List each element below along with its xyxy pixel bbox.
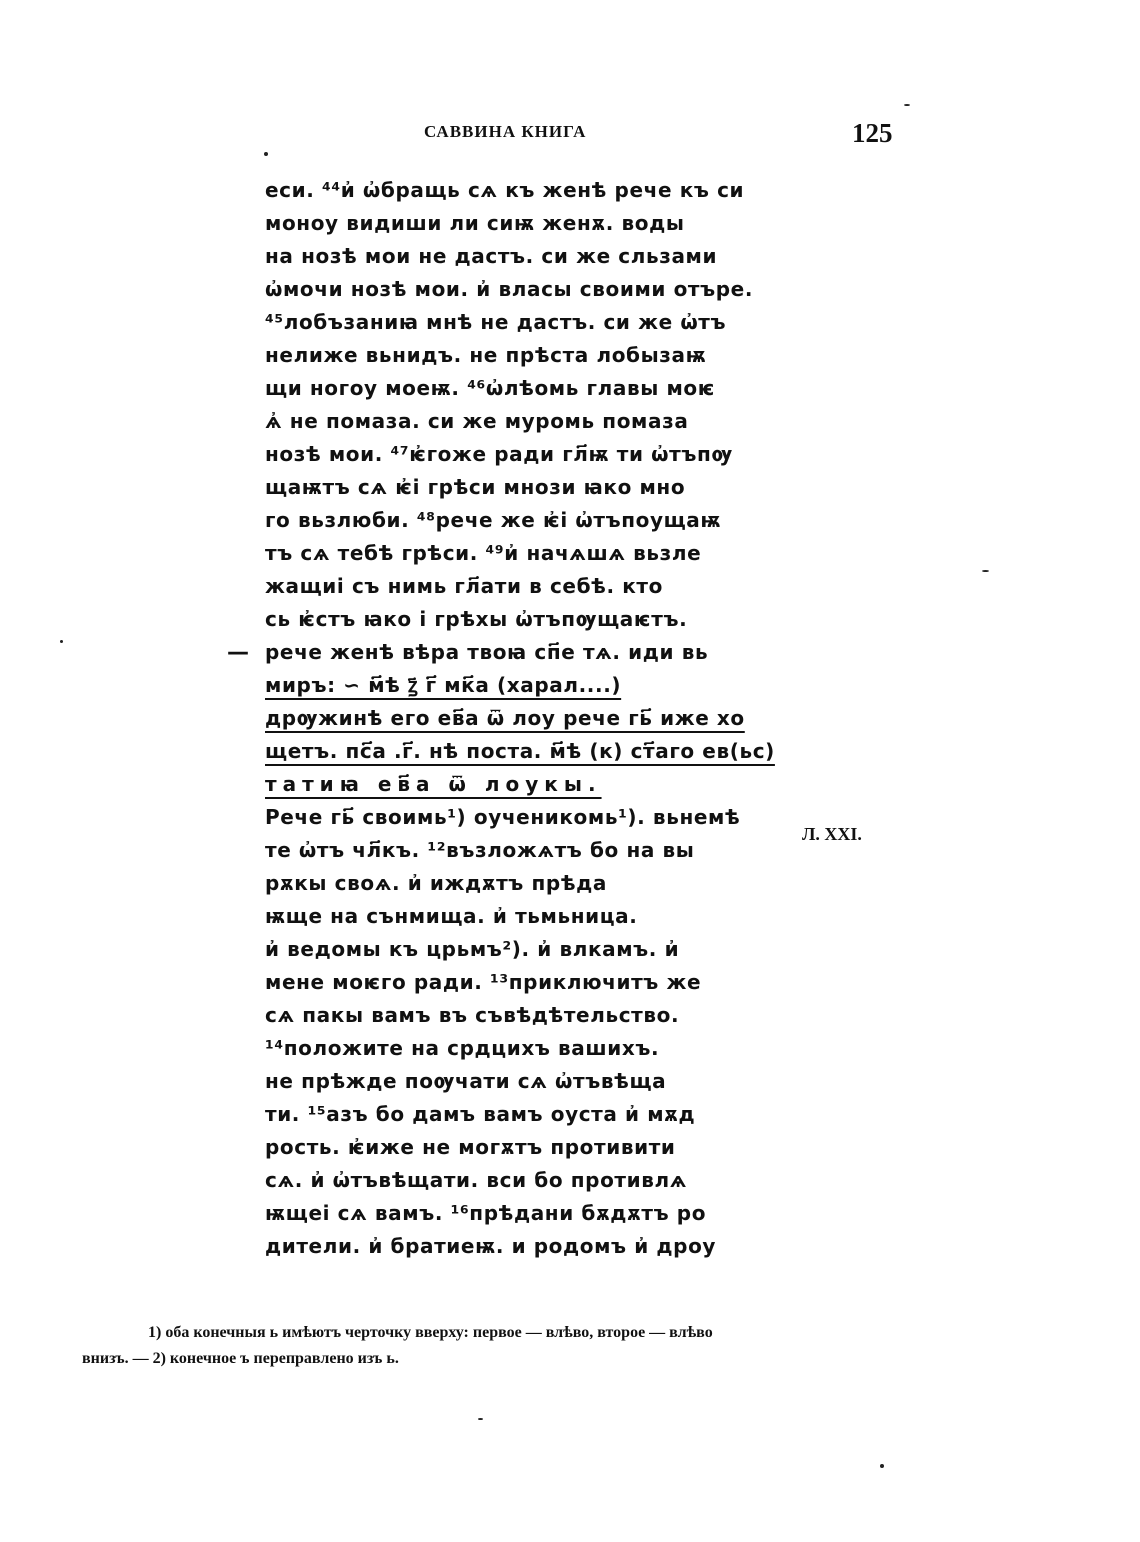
manuscript-text-block [265, 174, 775, 1263]
text-line-25: мене моѥго ради. ¹³приключитъ же [265, 970, 702, 994]
text-line-26: сѧ пакы вамъ въ съвѣдѣтельство. [265, 1003, 680, 1027]
scan-speck [478, 1418, 483, 1420]
rubric-line-2: дрѹжинѣ его ев҃а ѿ лоу рече гь҃ иже хо [265, 706, 745, 730]
text-line-15: рече женѣ вѣра твоꙗ сп҃е тѧ. иди вь [265, 640, 709, 664]
text-line-5: ⁴⁵лобъзаниꙗ мнѣ не дастъ. си же ѡ҆тъ [265, 310, 727, 334]
text-line-7: щи ногоу моеѭ. ⁴⁶ѡ҆лѣомь главы моѥ [265, 376, 716, 400]
text-line-12: тъ сѧ тебѣ грѣси. ⁴⁹и҆ начѧшѧ вьзле [265, 541, 702, 565]
margin-dash: — [227, 640, 249, 665]
footnote-line-2: внизъ. — 2) конечное ъ переправлено изъ ь. [82, 1350, 399, 1367]
text-line-10: щаѭтъ сѧ ѥ҆і грѣси мнози ꙗко мно [265, 475, 686, 499]
text-line-27: ¹⁴положите на срдцихъ вашихъ. [265, 1036, 660, 1060]
scan-speck [982, 570, 989, 572]
footnote [82, 1320, 892, 1372]
rubric-line-1: миръ: ∽ м҃ѣ ꙁ҃ г҃ мк҃а (харал....) [265, 673, 622, 697]
text-line-29: ти. ¹⁵азъ бо дамъ вамъ оуста и҆ мѫд [265, 1102, 696, 1126]
scan-speck [60, 640, 63, 643]
text-line-30: рость. ѥ҆иже не могѫтъ противити [265, 1135, 676, 1159]
footnote-line-1: 1) оба конечныя ь имѣютъ черточку вверху: первое — влѣво, второе — влѣво [148, 1324, 713, 1341]
page-number: 125 [852, 118, 893, 148]
text-line-28: не прѣжде поѹчати сѧ ѡ҆тъвѣща [265, 1069, 667, 1093]
text-line-8: ѧ҆ не помаза. си же муромь помаза [265, 409, 689, 433]
text-line-2: моноу видиши ли сиѭ женѫ. воды [265, 211, 685, 235]
text-line-20: Рече гь҃ своимь¹) оученикомь¹). вьнемѣ [265, 805, 741, 829]
text-line-32: ѭщеі сѧ вамъ. ¹⁶прѣдани бѫдѫтъ ро [265, 1201, 707, 1225]
rubric-line-4: татиꙗ ев҃а ѿ лоукы. [265, 772, 602, 796]
text-line-21: те ѡ҆тъ чл҃къ. ¹²възложѧтъ бо на вы [265, 838, 695, 862]
text-line-24: и҆ ведомы къ црьмъ²). и҆ влкамъ. и҆ [265, 937, 680, 961]
text-line-11: го вьзлюби. ⁴⁸рече же ѥ҆і ѡ҆тъпоущаѭ [265, 508, 722, 532]
text-line-3: на нозѣ мои не дастъ. си же сльзами [265, 244, 718, 268]
text-line-6: нелиже вьнидъ. не прѣста лобызаѭ [265, 343, 707, 367]
text-line-23: ѭще на сънмища. и҆ тьмьница. [265, 904, 638, 928]
rubric-line-3: щетъ. пс҃а .г҃. нѣ поста. м҃ѣ (к) ст҃аго ев(ьс) [265, 739, 775, 763]
text-line-9: нозѣ мои. ⁴⁷ѥ҆гоже ради гл҃ѭ ти ѡ҆тъпѹ [265, 442, 733, 466]
margin-folio-reference: Л. XXI. [802, 824, 862, 844]
text-line-13: жащиі съ нимь гл҃ати в себѣ. кто [265, 574, 663, 598]
text-line-33: дители. и҆ братиеѭ. и родомъ и҆ дроу [265, 1234, 717, 1258]
text-line-14: сь ѥ҆стъ ꙗко і грѣхы ѡ҆тъпѹщаѥтъ. [265, 607, 688, 631]
text-line-1: еси. ⁴⁴и҆ ѡ҆бращь сѧ къ женѣ рече къ си [265, 178, 745, 202]
text-line-4: ѡ҆мочи нозѣ мои. и҆ власы своими отъре. [265, 277, 754, 301]
running-head: САВВИНА КНИГА [424, 122, 587, 141]
scan-speck [904, 104, 910, 106]
text-line-31: сѧ. и҆ ѡ҆тъвѣщати. вси бо противлѧ [265, 1168, 687, 1192]
scan-speck [264, 152, 268, 156]
scan-speck [880, 1464, 884, 1468]
text-line-22: рѫкы своѧ. и҆ иждѫтъ прѣда [265, 871, 608, 895]
